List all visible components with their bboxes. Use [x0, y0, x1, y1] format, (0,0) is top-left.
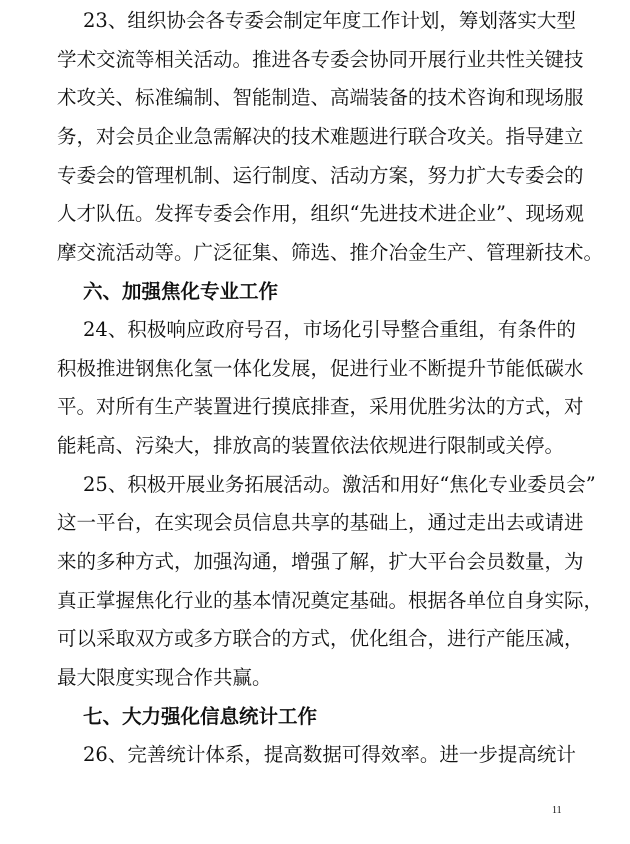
- paragraph-25-line-1: 25、积极开展业务拓展活动。激活和用好“焦化专业委员会”: [83, 473, 596, 496]
- paragraph-23-line-7: 摩交流活动等。广泛征集、筛选、推介冶金生产、管理新技术。: [57, 241, 604, 264]
- paragraph-25-line-4: 真正掌握焦化行业的基本情况奠定基础。根据各单位自身实际，: [57, 589, 604, 612]
- section-heading-7: 七、大力强化信息统计工作: [83, 705, 318, 728]
- paragraph-23-line-5: 专委会的管理机制、运行制度、活动方案，努力扩大专委会的: [57, 164, 584, 187]
- paragraph-24-line-2: 积极推进钢焦化氢一体化发展，促进行业不断提升节能低碳水: [57, 357, 584, 380]
- paragraph-23-line-1: 23、组织协会各专委会制定年度工作计划，筹划落实大型: [83, 9, 576, 32]
- paragraph-25-line-3: 来的多种方式，加强沟通，增强了解，扩大平台会员数量，为: [57, 550, 584, 573]
- section-heading-6: 六、加强焦化专业工作: [83, 280, 279, 303]
- paragraph-25-line-2: 这一平台，在实现会员信息共享的基础上，通过走出去或请进: [57, 511, 584, 534]
- paragraph-23-line-3: 术攻关、标准编制、智能制造、高端装备的技术咨询和现场服: [57, 86, 584, 109]
- page-number: 11: [552, 805, 562, 816]
- paragraph-26-line-1: 26、完善统计体系，提高数据可得效率。进一步提高统计: [83, 743, 576, 766]
- paragraph-24-line-3: 平。对所有生产装置进行摸底排查，采用优胜劣汰的方式，对: [57, 395, 584, 418]
- paragraph-24-line-4: 能耗高、污染大，排放高的装置依法依规进行限制或关停。: [57, 434, 565, 457]
- paragraph-23-line-4: 务，对会员企业急需解决的技术难题进行联合攻关。指导建立: [57, 125, 584, 148]
- paragraph-25-line-6: 最大限度实现合作共赢。: [57, 666, 272, 689]
- paragraph-25-line-5: 可以采取双方或多方联合的方式，优化组合，进行产能压减，: [57, 627, 584, 650]
- paragraph-23-line-6: 人才队伍。发挥专委会作用，组织“先进技术进企业”、现场观: [57, 202, 584, 225]
- paragraph-23-line-2: 学术交流等相关活动。推进各专委会协同开展行业共性关键技: [57, 48, 584, 71]
- paragraph-24-line-1: 24、积极响应政府号召，市场化引导整合重组，有条件的: [83, 318, 576, 341]
